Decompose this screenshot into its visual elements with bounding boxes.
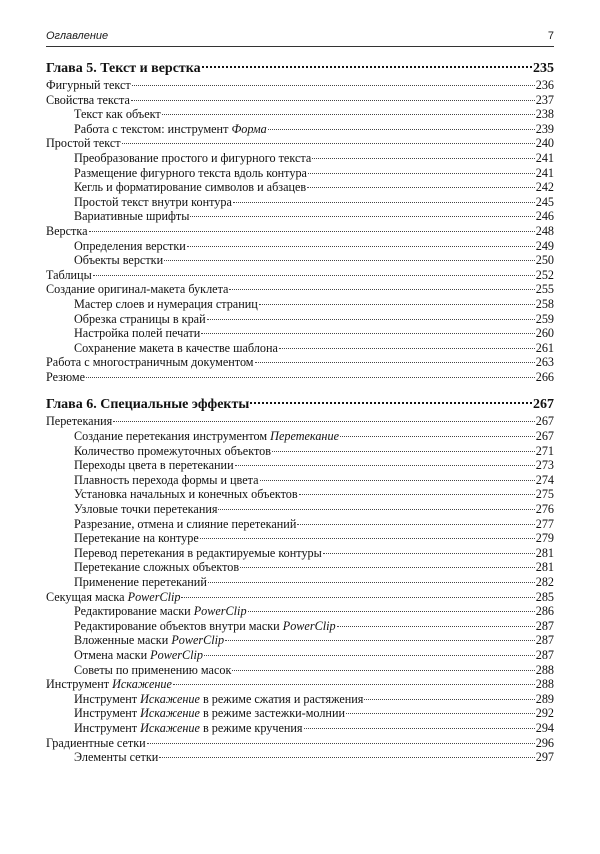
toc-entry-page: 287 (535, 618, 554, 633)
toc-entry[interactable] (46, 166, 554, 181)
toc-entry[interactable] (46, 78, 554, 93)
toc-entry-title (74, 107, 161, 122)
toc-entry-page: 287 (535, 633, 554, 648)
dot-leader (308, 172, 535, 174)
toc-entry-page: 242 (535, 180, 554, 195)
toc-entry[interactable] (46, 414, 554, 429)
toc-entry-page: 237 (535, 92, 554, 107)
toc-entry-page: 238 (535, 107, 554, 122)
toc-entry-page: 288 (535, 662, 554, 677)
toc-entry-text-part: в режиме кручения (199, 720, 303, 735)
toc-entry[interactable] (46, 429, 554, 444)
toc-entry-italic-part: Искажение (112, 677, 172, 692)
toc-entry-text-part: Определения верстки (74, 238, 186, 253)
toc-entry-page: 276 (535, 502, 554, 517)
toc-entry-page: 259 (535, 311, 554, 326)
toc-entry-title (74, 692, 363, 707)
toc-entry-title (74, 531, 199, 546)
toc-entry-page: 240 (535, 136, 554, 151)
toc-entry-page: 279 (535, 531, 554, 546)
toc-entry-title (74, 619, 336, 634)
toc-entry-text-part: Инструмент (74, 691, 141, 706)
toc-entry-title (74, 517, 296, 532)
dot-leader (248, 610, 535, 612)
toc-entry[interactable] (46, 692, 554, 707)
toc-entry[interactable] (46, 107, 554, 122)
dot-leader (225, 639, 535, 641)
toc-entry-title (74, 429, 339, 444)
toc-entry-page: 288 (535, 677, 554, 692)
toc-entry-title (74, 560, 239, 575)
toc-entry-text-part: в режиме застежки-молнии (199, 706, 345, 721)
toc-entry-title (74, 750, 158, 765)
toc-entry-page: 281 (535, 560, 554, 575)
dot-leader (187, 245, 535, 247)
toc-entry-title (74, 166, 307, 181)
toc-entry[interactable] (46, 326, 554, 341)
dot-leader (208, 581, 535, 583)
toc-entry-title (74, 195, 232, 210)
toc-entry[interactable] (46, 619, 554, 634)
toc-entry-title (74, 604, 247, 619)
toc-entry[interactable] (46, 136, 554, 151)
toc-entry-text-part: Узловые точки перетекания (74, 502, 218, 517)
toc-entry-text-part: Перетекание на контуре (74, 531, 199, 546)
dot-leader (260, 479, 535, 481)
dot-leader (113, 420, 534, 422)
toc-entry-title (74, 502, 217, 517)
toc-entry-page: 281 (535, 545, 554, 560)
toc-entry-title (74, 487, 298, 502)
toc-entry-italic-part: Перетекание (270, 429, 339, 444)
dot-leader (201, 332, 535, 334)
dot-leader (346, 712, 535, 714)
toc-entry[interactable] (46, 517, 554, 532)
toc-entry-title (46, 736, 146, 751)
header-page-number: 7 (547, 30, 554, 42)
dot-leader (259, 303, 535, 305)
toc-entry[interactable] (46, 648, 554, 663)
toc-entry-page: 250 (535, 253, 554, 268)
toc-entry[interactable] (46, 195, 554, 210)
page-header (46, 30, 554, 44)
chapter-page: 235 (533, 61, 554, 76)
toc-entry[interactable] (46, 487, 554, 502)
toc-entry-page: 267 (535, 429, 554, 444)
toc-entry-text-part: Вложенные маски (74, 633, 172, 648)
dot-leader (122, 142, 535, 144)
toc-entry-text-part: Создание перетекания инструментом (74, 429, 271, 444)
toc-entry-title (74, 239, 186, 254)
toc-entry-text-part: Инструмент (74, 706, 141, 721)
toc-entry-page: 296 (535, 735, 554, 750)
chapter-title: Глава 5. Текст и верстка (46, 61, 201, 76)
toc-entry-page: 248 (535, 223, 554, 238)
toc-entry-text-part: Верстка (46, 223, 88, 238)
toc-entry[interactable] (46, 355, 554, 370)
toc-entry-title (74, 180, 306, 195)
toc-entry-text-part: в режиме сжатия и растяжения (199, 691, 364, 706)
toc-entry-page: 285 (535, 589, 554, 604)
dot-leader (279, 347, 535, 349)
toc-entry[interactable] (46, 239, 554, 254)
toc-entry-page: 274 (535, 472, 554, 487)
toc-entry-text-part: Применение перетеканий (74, 575, 207, 589)
chapter-5-entries (46, 78, 554, 384)
toc-entry-title (74, 575, 207, 590)
dot-leader (173, 683, 535, 685)
toc-entry[interactable] (46, 224, 554, 239)
toc-entry[interactable] (46, 502, 554, 517)
toc-entry-text-part: Преобразование простого и фигурного текста (74, 150, 312, 165)
dot-leader (307, 186, 535, 188)
chapter-heading[interactable] (46, 396, 554, 414)
toc-entry[interactable] (46, 341, 554, 356)
toc-entry-title (46, 370, 85, 385)
toc-entry-italic-part: Искажение (140, 720, 200, 735)
dot-leader (229, 288, 534, 290)
dot-leader (131, 99, 535, 101)
toc-entry[interactable] (46, 312, 554, 327)
toc-entry-page: 241 (535, 165, 554, 180)
toc-entry[interactable] (46, 560, 554, 575)
toc-entry[interactable] (46, 151, 554, 166)
dot-leader (207, 318, 535, 320)
dot-leader (304, 727, 535, 729)
toc-entry-page: 286 (535, 604, 554, 619)
toc-entry-text-part: Советы по применению масок (74, 662, 232, 677)
toc-entry-title (74, 721, 303, 736)
toc-entry-title (74, 458, 234, 473)
toc-entry-title (74, 326, 200, 341)
toc-entry-text-part: Количество промежуточных объектов (74, 443, 271, 458)
toc-entry-italic-part: Искажение (140, 691, 200, 706)
toc-entry-text-part: Элементы сетки (74, 750, 159, 765)
dot-leader (218, 508, 534, 510)
toc-entry[interactable] (46, 370, 554, 385)
toc-entry-title (74, 706, 345, 721)
toc-entry-title (74, 546, 322, 561)
toc-entry-page: 249 (535, 238, 554, 253)
toc-entry-page: 275 (535, 487, 554, 502)
toc-entry-title (46, 414, 112, 429)
dot-leader (232, 669, 534, 671)
dot-leader (240, 566, 535, 568)
toc-entry-title (74, 312, 206, 327)
dot-leader (340, 435, 535, 437)
toc-entry-title (46, 78, 131, 93)
toc-entry-text-part: Настройка полей печати (74, 326, 201, 341)
header-rule (46, 46, 554, 47)
dot-leader (181, 596, 534, 598)
toc-entry-page: 282 (535, 575, 554, 589)
toc-entry-text-part: Мастер слоев и нумерация страниц (74, 296, 258, 311)
toc-entry-text-part: Инструмент (74, 720, 141, 735)
toc-entry-page: 273 (535, 458, 554, 473)
dot-leader (312, 157, 534, 159)
dot-leader (268, 128, 535, 130)
toc-entry[interactable] (46, 297, 554, 312)
toc-entry-text-part: Перетекание сложных объектов (74, 560, 240, 575)
dot-leader (200, 537, 535, 539)
toc-entry-text-part: Работа с многостраничным документом (46, 355, 254, 370)
dot-leader (233, 201, 535, 203)
toc-entry-text-part: Создание оригинал-макета буклета (46, 282, 229, 297)
dot-leader (147, 742, 535, 744)
toc-entry[interactable] (46, 736, 554, 751)
toc-entry-title (74, 473, 259, 488)
toc-entry-italic-part: Форма (231, 121, 267, 136)
toc-entry-title (74, 341, 278, 356)
dot-leader (235, 464, 535, 466)
dot-leader (337, 625, 535, 627)
toc-entry-italic-part: PowerClip (150, 647, 203, 662)
toc-entry-text-part: Градиентные сетки (46, 735, 146, 750)
toc-entry[interactable] (46, 706, 554, 721)
toc-entry[interactable] (46, 575, 554, 590)
toc-entry[interactable] (46, 546, 554, 561)
toc-entry[interactable] (46, 663, 554, 678)
toc-entry-italic-part: PowerClip (171, 633, 225, 648)
chapter-6-entries (46, 414, 554, 764)
toc-entry-title (46, 590, 180, 605)
toc-entry-text-part: Редактирование маски (74, 604, 194, 619)
toc-entry[interactable] (46, 282, 554, 297)
toc-entry-page: 289 (535, 691, 554, 706)
toc-entry[interactable] (46, 180, 554, 195)
toc-entry-title (74, 122, 267, 137)
toc-entry[interactable] (46, 531, 554, 546)
toc-entry[interactable] (46, 253, 554, 268)
toc-entry-title (74, 633, 224, 648)
toc-entry-page: 236 (535, 78, 554, 92)
toc-entry-italic-part: Искажение (140, 706, 200, 721)
toc-entry-page: 271 (535, 443, 554, 458)
toc-entry-page: 260 (535, 326, 554, 341)
dot-leader (255, 361, 535, 363)
toc-entry-text-part: Размещение фигурного текста вдоль контура (74, 165, 307, 180)
toc-entry-text-part: Редактирование объектов внутри маски (74, 618, 283, 633)
toc-entry-title (46, 268, 92, 283)
toc-entry-page: 294 (535, 720, 554, 735)
dot-leader (297, 523, 534, 525)
toc-entry-italic-part: PowerClip (127, 589, 181, 604)
toc-entry[interactable] (46, 209, 554, 224)
toc-entry-page: 266 (535, 369, 554, 384)
toc-entry-title (46, 93, 130, 108)
toc-entry-text-part: Сохранение макета в качестве шаблона (74, 340, 278, 355)
toc-entry-title (74, 297, 258, 312)
toc-entry-text-part: Перетекания (46, 414, 113, 429)
toc-entry-text-part: Отмена маски (74, 647, 151, 662)
toc-entry-title (74, 444, 271, 459)
toc-entry-text-part: Переходы цвета в перетекании (74, 458, 234, 473)
toc-entry-text-part: Обрезка страницы в край (74, 311, 206, 326)
dot-leader (190, 215, 534, 217)
toc-entry-title (74, 209, 189, 224)
toc-entry-title (74, 151, 311, 166)
toc-entry-text-part: Свойства текста (46, 92, 130, 107)
toc-entry-page: 246 (535, 209, 554, 224)
chapter-heading[interactable] (46, 60, 554, 78)
toc-entry-text-part: Объекты верстки (74, 253, 164, 268)
dot-leader (89, 230, 535, 232)
toc-entry[interactable] (46, 721, 554, 736)
toc-entry-page: 292 (535, 706, 554, 721)
dot-leader (364, 698, 534, 700)
toc-entry-title (46, 355, 254, 370)
toc-entry-text-part: Текст как объект (74, 107, 161, 122)
dot-leader (204, 654, 535, 656)
dot-leader (272, 450, 535, 452)
toc-entry-page: 263 (535, 355, 554, 370)
dot-leader (250, 401, 532, 404)
toc-entry-title (74, 663, 231, 678)
dot-leader (93, 274, 535, 276)
toc-entry-text-part: Инструмент (46, 677, 113, 692)
toc-entry-title (46, 224, 88, 239)
table-of-contents (46, 60, 554, 765)
toc-entry-title (74, 648, 203, 663)
toc-entry-page: 261 (535, 340, 554, 355)
toc-entry-text-part: Работа с текстом: инструмент (74, 121, 232, 136)
toc-entry[interactable] (46, 604, 554, 619)
toc-entry[interactable] (46, 677, 554, 692)
toc-entry-title (46, 282, 228, 297)
toc-entry-text-part: Таблицы (46, 267, 92, 282)
toc-entry[interactable] (46, 590, 554, 605)
dot-leader (132, 84, 535, 86)
dot-leader (159, 756, 534, 758)
toc-entry-text-part: Перевод перетекания в редактируемые контуры (74, 545, 322, 560)
toc-entry-title (46, 677, 172, 692)
toc-entry-text-part: Резюме (46, 369, 86, 384)
toc-entry-text-part: Секущая маска (46, 589, 128, 604)
chapter-page: 267 (533, 397, 554, 413)
toc-entry-text-part: Простой текст внутри контура (74, 194, 232, 209)
toc-entry-italic-part: PowerClip (282, 618, 336, 633)
dot-leader (299, 493, 535, 495)
toc-entry-page: 277 (535, 516, 554, 531)
toc-entry[interactable] (46, 750, 554, 765)
dot-leader (164, 259, 535, 261)
toc-entry-page: 252 (535, 267, 554, 282)
toc-entry[interactable] (46, 633, 554, 648)
toc-entry-text-part: Вариативные шрифты (74, 209, 190, 224)
toc-entry-page: 255 (535, 282, 554, 297)
toc-entry-page: 297 (535, 750, 554, 765)
toc-entry-text-part: Фигурный текст (46, 78, 131, 92)
toc-entry-title (74, 253, 163, 268)
toc-entry-text-part: Плавность перехода формы и цвета (74, 472, 259, 487)
dot-leader (86, 376, 535, 378)
toc-entry[interactable] (46, 444, 554, 459)
toc-entry-text-part: Разрезание, отмена и слияние перетеканий (74, 516, 297, 531)
toc-entry[interactable] (46, 458, 554, 473)
toc-entry[interactable] (46, 122, 554, 137)
toc-entry-text-part: Кегль и форматирование символов и абзацев (74, 180, 307, 195)
toc-entry[interactable] (46, 93, 554, 108)
toc-entry-page: 241 (535, 150, 554, 165)
toc-entry-page: 287 (535, 647, 554, 662)
toc-entry[interactable] (46, 268, 554, 283)
toc-entry-page: 258 (535, 296, 554, 311)
toc-entry-italic-part: PowerClip (193, 604, 247, 619)
toc-entry-text-part: Установка начальных и конечных объектов (74, 487, 298, 502)
toc-entry[interactable] (46, 473, 554, 488)
toc-entry-page: 239 (535, 121, 554, 136)
header-title: Оглавление (46, 30, 109, 42)
chapter-title: Глава 6. Специальные эффекты (46, 397, 250, 413)
toc-entry-page: 245 (535, 194, 554, 209)
dot-leader (162, 113, 535, 115)
dot-leader (323, 552, 535, 554)
toc-entry-page: 267 (535, 414, 554, 429)
toc-entry-text-part: Простой текст (46, 136, 121, 151)
toc-entry-title (46, 136, 121, 151)
dot-leader (202, 65, 532, 68)
